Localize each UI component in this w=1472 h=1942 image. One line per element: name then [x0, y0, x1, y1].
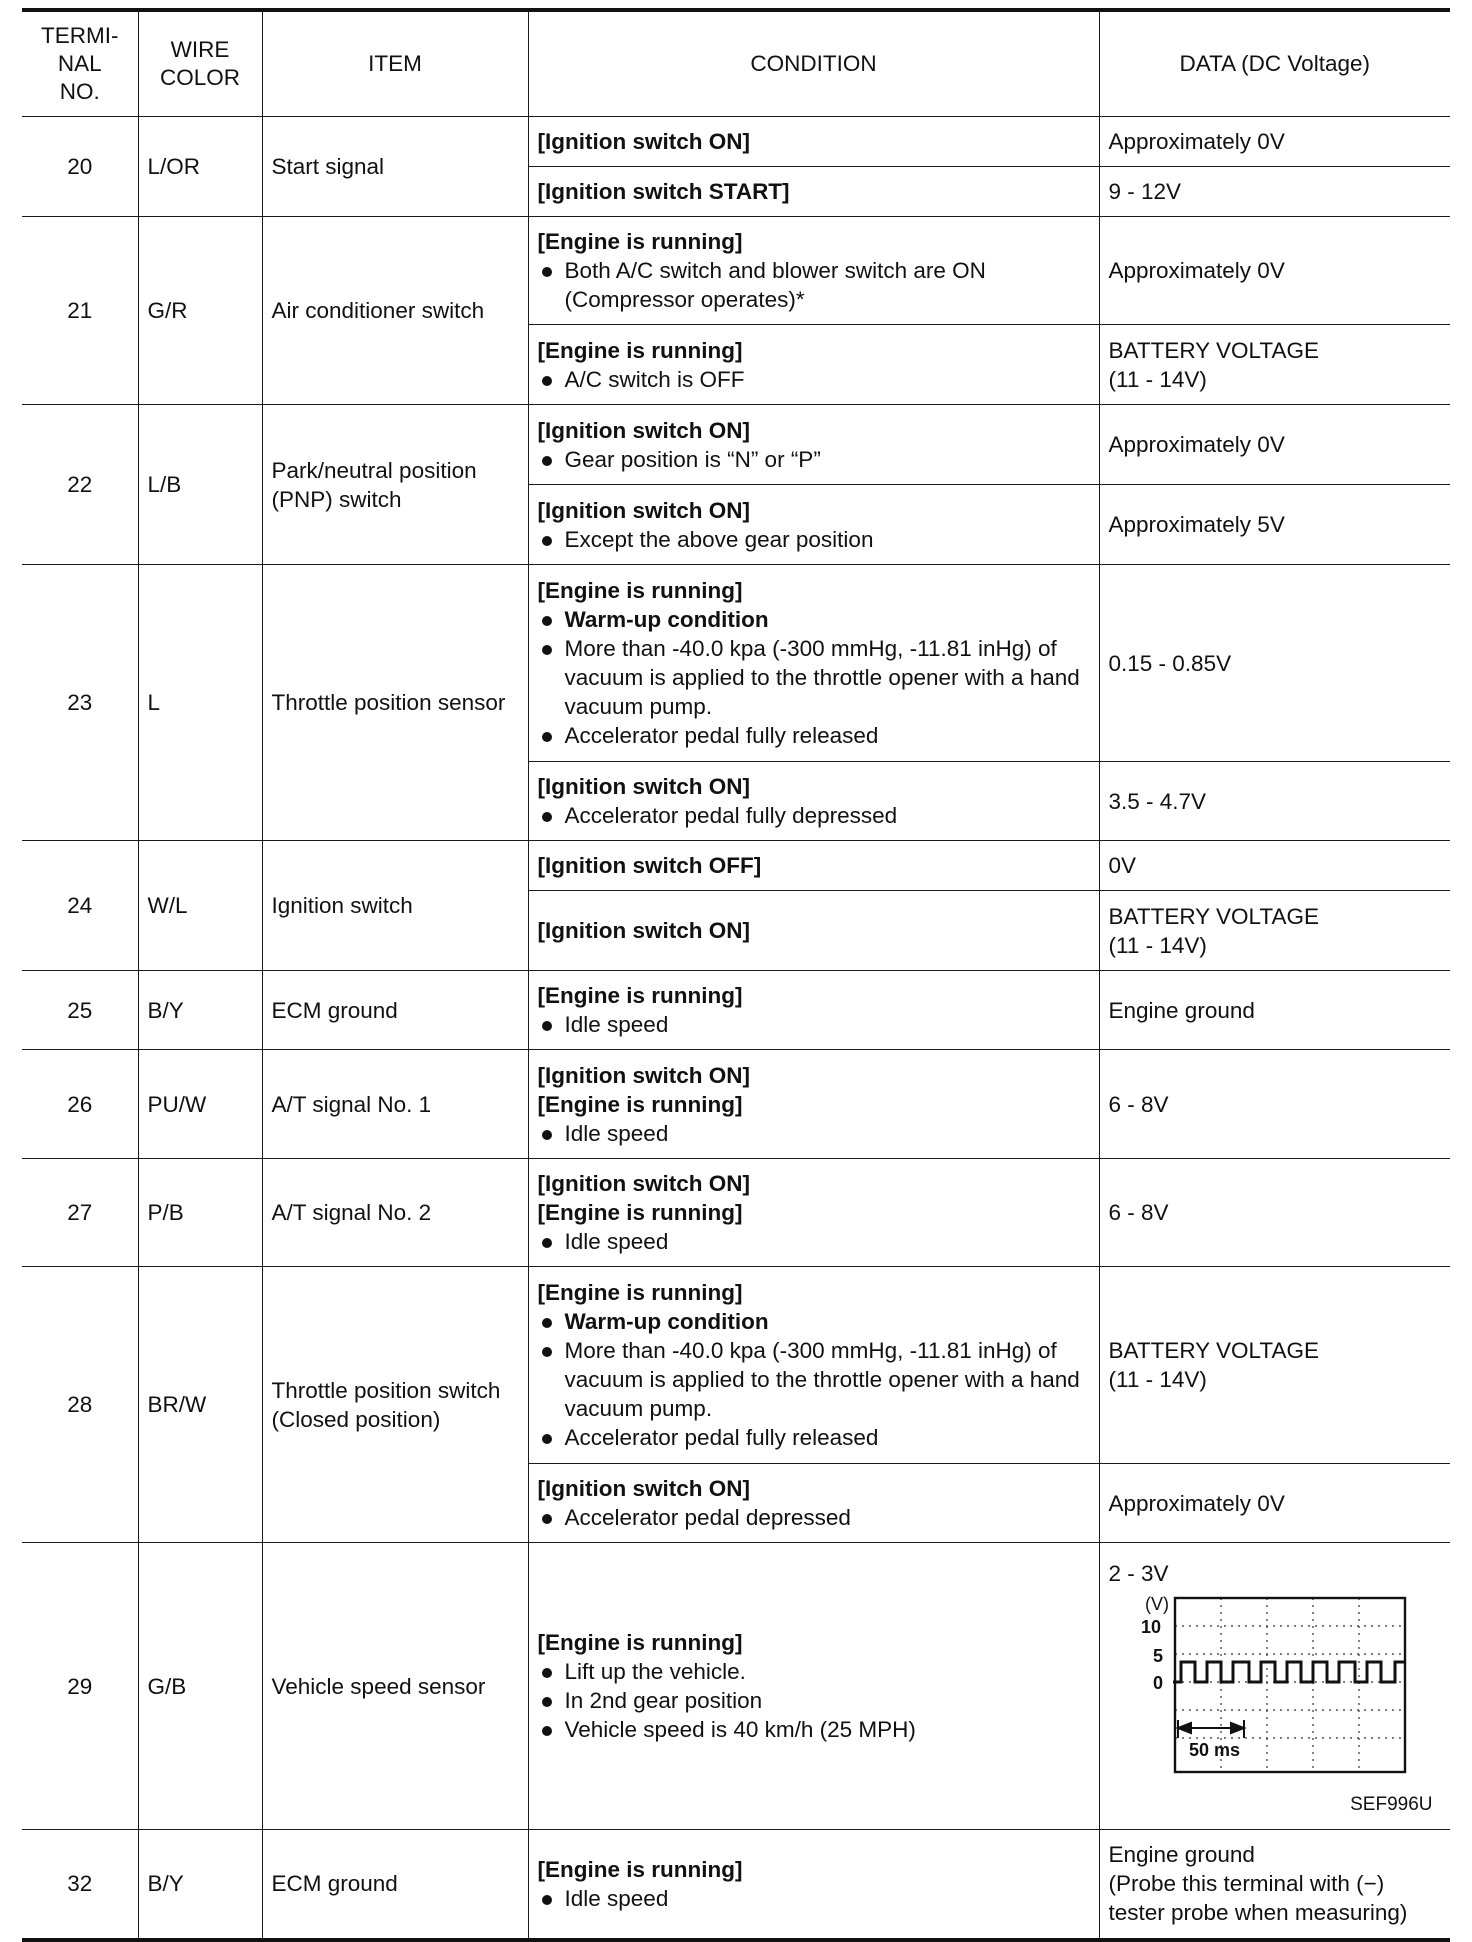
waveform-ytick: 5: [1152, 1646, 1163, 1666]
table-row: [22, 117, 1450, 167]
item: Air conditioner switch: [262, 217, 528, 405]
item: A/T signal No. 1: [262, 1050, 528, 1159]
wire-color: B/Y: [138, 971, 262, 1050]
condition: [Ignition switch ON] Accelerator pedal depressed: [528, 1464, 1099, 1543]
data-value: Approximately 0V: [1099, 117, 1450, 167]
table-row: [22, 1543, 1450, 1830]
condition: [Engine is running] Warm-up condition More than -40.0 kpa (-300 mmHg, -11.81 inHg) of vacuum is applied to the throttle opener with a hand vacuum pump. Accelerator pedal fully released: [528, 1267, 1099, 1464]
terminal-no: 32: [22, 1830, 138, 1940]
condition: [Ignition switch ON] Accelerator pedal fully depressed: [528, 762, 1099, 841]
item: Vehicle speed sensor: [262, 1543, 528, 1830]
header-wire-color: WIRE COLOR: [138, 10, 262, 117]
data-value: Approximately 0V: [1099, 405, 1450, 485]
wire-color: L/B: [138, 405, 262, 565]
figure-id-label: SEF996U: [1350, 1794, 1433, 1815]
condition: [Engine is running] A/C switch is OFF: [528, 325, 1099, 405]
bullet-item: More than -40.0 kpa (-300 mmHg, -11.81 inHg) of vacuum is applied to the throttle opener with a hand vacuum pump.: [538, 1336, 1090, 1423]
data-value: BATTERY VOLTAGE (11 - 14V): [1099, 891, 1450, 971]
bullet-item: Warm-up condition: [538, 605, 1090, 634]
bullet-item: Idle speed: [538, 1010, 1090, 1039]
terminal-data-table: [22, 8, 1450, 1942]
bullet-item: A/C switch is OFF: [538, 365, 1090, 394]
condition: [Engine is running] Idle speed: [528, 971, 1099, 1050]
data-voltage-text: 2 - 3V: [1108, 1561, 1169, 1586]
bullet-item: Idle speed: [538, 1227, 1090, 1256]
data-value: [1099, 1543, 1450, 1830]
data-value: Engine ground (Probe this terminal with (−) tester probe when measuring): [1099, 1830, 1450, 1940]
data-value: Approximately 5V: [1099, 485, 1450, 565]
wire-color: P/B: [138, 1159, 262, 1267]
table-row: [22, 841, 1450, 891]
terminal-no: 22: [22, 405, 138, 565]
table-row: [22, 1050, 1450, 1159]
data-value: 6 - 8V: [1099, 1050, 1450, 1159]
condition: [Ignition switch ON] [Engine is running] Idle speed: [528, 1050, 1099, 1159]
header-terminal-no: TERMI- NAL NO.: [22, 10, 138, 117]
item: Park/neutral position (PNP) switch: [262, 405, 528, 565]
bullet-item: Accelerator pedal fully released: [538, 721, 1090, 750]
item: ECM ground: [262, 971, 528, 1050]
bullet-item: Accelerator pedal fully depressed: [538, 801, 1090, 830]
table-row: [22, 405, 1450, 485]
terminal-no: 25: [22, 971, 138, 1050]
bullet-item: Except the above gear position: [538, 525, 1090, 554]
bullet-item: Lift up the vehicle.: [538, 1657, 1090, 1686]
waveform-ytick: 0: [1152, 1673, 1163, 1693]
condition: [Engine is running] Idle speed: [528, 1830, 1099, 1940]
data-value: BATTERY VOLTAGE (11 - 14V): [1099, 1267, 1450, 1464]
condition: [Ignition switch ON] [Engine is running] Idle speed: [528, 1159, 1099, 1267]
wire-color: BR/W: [138, 1267, 262, 1543]
wire-color: B/Y: [138, 1830, 262, 1940]
bullet-item: Both A/C switch and blower switch are ON (Compressor operates)*: [538, 256, 1090, 314]
terminal-no: 23: [22, 565, 138, 841]
terminal-no: 21: [22, 217, 138, 405]
condition: [Ignition switch ON] Except the above gear position: [528, 485, 1099, 565]
condition: [Engine is running] Both A/C switch and blower switch are ON (Compressor operates)*: [528, 217, 1099, 325]
data-value: 3.5 - 4.7V: [1099, 762, 1450, 841]
data-value: BATTERY VOLTAGE (11 - 14V): [1099, 325, 1450, 405]
wire-color: PU/W: [138, 1050, 262, 1159]
condition: [Ignition switch START]: [528, 167, 1099, 217]
table-row: [22, 1267, 1450, 1464]
terminal-no: 29: [22, 1543, 138, 1830]
table-row: [22, 1830, 1450, 1940]
bullet-item: Accelerator pedal fully released: [538, 1423, 1090, 1452]
table-row: [22, 1159, 1450, 1267]
bullet-item: Idle speed: [538, 1119, 1090, 1148]
data-value: 6 - 8V: [1099, 1159, 1450, 1267]
bullet-item: In 2nd gear position: [538, 1686, 1090, 1715]
oscilloscope-waveform: [1115, 1590, 1435, 1790]
condition: [Engine is running] Lift up the vehicle. In 2nd gear position Vehicle speed is 40 km/h (25 MPH): [528, 1543, 1099, 1830]
item: ECM ground: [262, 1830, 528, 1940]
terminal-no: 24: [22, 841, 138, 971]
condition: [Ignition switch ON]: [528, 117, 1099, 167]
data-value: Approximately 0V: [1099, 217, 1450, 325]
data-value: 0V: [1099, 841, 1450, 891]
table-row: [22, 565, 1450, 762]
waveform-ytick: 10: [1140, 1617, 1161, 1637]
condition: [Engine is running] Warm-up condition More than -40.0 kpa (-300 mmHg, -11.81 inHg) of vacuum is applied to the throttle opener with a hand vacuum pump. Accelerator pedal fully released: [528, 565, 1099, 762]
waveform-time-label: 50 ms: [1188, 1740, 1240, 1760]
terminal-no: 26: [22, 1050, 138, 1159]
header-item: ITEM: [262, 10, 528, 117]
item: Ignition switch: [262, 841, 528, 971]
wire-color: G/R: [138, 217, 262, 405]
data-value: Approximately 0V: [1099, 1464, 1450, 1543]
wire-color: G/B: [138, 1543, 262, 1830]
bullet-item: More than -40.0 kpa (-300 mmHg, -11.81 inHg) of vacuum is applied to the throttle opener with a hand vacuum pump.: [538, 634, 1090, 721]
wire-color: W/L: [138, 841, 262, 971]
table-row: [22, 971, 1450, 1050]
bullet-item: Idle speed: [538, 1884, 1090, 1913]
item: A/T signal No. 2: [262, 1159, 528, 1267]
data-value: 0.15 - 0.85V: [1099, 565, 1450, 762]
terminal-no: 27: [22, 1159, 138, 1267]
condition: [Ignition switch ON] Gear position is “N” or “P”: [528, 405, 1099, 485]
header-data: DATA (DC Voltage): [1099, 10, 1450, 117]
waveform-figure: [1109, 1590, 1449, 1819]
data-value: Engine ground: [1099, 971, 1450, 1050]
terminal-no: 28: [22, 1267, 138, 1543]
wire-color: L/OR: [138, 117, 262, 217]
item: Throttle position sensor: [262, 565, 528, 841]
condition: [Ignition switch OFF]: [528, 841, 1099, 891]
bullet-item: Vehicle speed is 40 km/h (25 MPH): [538, 1715, 1090, 1744]
waveform-unit-label: (V): [1144, 1594, 1169, 1614]
table-header-row: [22, 10, 1450, 117]
bullet-item: Warm-up condition: [538, 1307, 1090, 1336]
header-condition: CONDITION: [528, 10, 1099, 117]
bullet-item: Accelerator pedal depressed: [538, 1503, 1090, 1532]
item: Start signal: [262, 117, 528, 217]
item: Throttle position switch (Closed position): [262, 1267, 528, 1543]
bullet-item: Gear position is “N” or “P”: [538, 445, 1090, 474]
data-value: 9 - 12V: [1099, 167, 1450, 217]
wire-color: L: [138, 565, 262, 841]
condition: [Ignition switch ON]: [528, 891, 1099, 971]
terminal-no: 20: [22, 117, 138, 217]
table-row: [22, 217, 1450, 325]
